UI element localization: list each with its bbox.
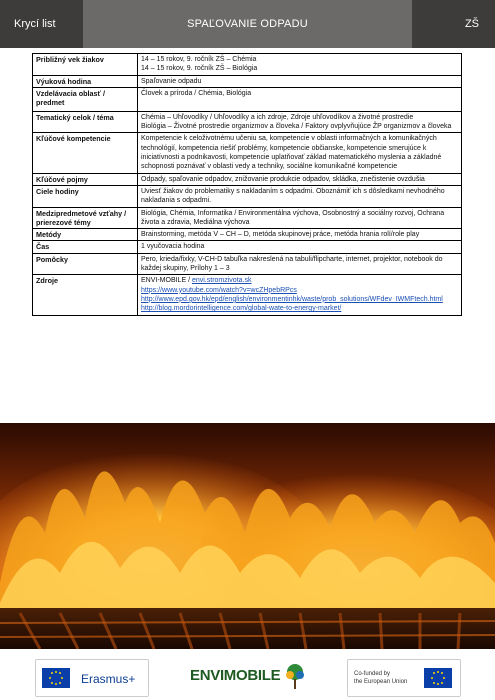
table-row — [33, 229, 462, 241]
source-link[interactable]: http://www.epd.gov.hk/epd/english/environmentinhk/waste/prob_solutions/WFdev_IWMFtech.html — [141, 295, 443, 303]
row-key: Ciele hodiny — [33, 185, 138, 207]
footer-logos — [0, 655, 495, 700]
row-value: Odpady, spaľovanie odpadov, znižovanie produkcie odpadov, skládka, znečistenie ovzdušia — [138, 173, 462, 185]
cofunded-eu-logo — [347, 659, 461, 697]
eu-flag-icon — [424, 668, 452, 688]
table-row — [33, 241, 462, 253]
table-row — [33, 253, 462, 275]
row-key: Medzipredmetové vzťahy / prierezové témy — [33, 207, 138, 229]
row-key: Tematický celok / téma — [33, 111, 138, 133]
table-row — [33, 185, 462, 207]
table-row — [33, 75, 462, 87]
row-key: Zdroje — [33, 275, 138, 315]
row-key: Kľúčové pojmy — [33, 173, 138, 185]
source-link[interactable]: https://www.youtube.com/watch?v=wcZHpebRPcs — [141, 286, 297, 294]
envimobile-logo — [186, 659, 308, 695]
fire-photo — [0, 423, 495, 649]
source-text: ENVI-MOBILE / — [141, 277, 192, 285]
row-key: Vzdelávacia oblasť / predmet — [33, 87, 138, 111]
document-title: SPAĽOVANIE ODPADU — [83, 0, 412, 48]
row-key: Kľúčové kompetencie — [33, 133, 138, 173]
page-header — [0, 0, 495, 48]
table-row — [33, 87, 462, 111]
row-value: Pero, krieda/fixky, V-CH-D tabuľka nakreslená na tabuli/flipcharte, internet, projektor, notebook do každej skupiny, Prílohy 1 – 3 — [138, 253, 462, 275]
row-key: Čas — [33, 241, 138, 253]
row-value: Spaľovanie odpadu — [138, 75, 462, 87]
table-row — [33, 54, 462, 76]
row-key: Metódy — [33, 229, 138, 241]
row-value: 1 vyučovacia hodina — [138, 241, 462, 253]
row-value: Brainstorming, metóda V – CH – D, metóda skupinovej práce, metóda hrania rolí/role play — [138, 229, 462, 241]
table-row — [33, 111, 462, 133]
envimobile-label: ENVIMOBILE — [190, 667, 281, 684]
table-row — [33, 133, 462, 173]
sources-list — [138, 275, 462, 315]
row-key: Približný vek žiakov — [33, 54, 138, 76]
eu-flag-icon — [42, 668, 70, 688]
row-value: 14 – 15 rokov, 9. ročník ZŠ – Chémia 14 – 15 rokov, 9. ročník ZŠ – Biológia — [138, 54, 462, 76]
tree-icon — [284, 663, 306, 691]
row-key: Výuková hodina — [33, 75, 138, 87]
row-value: Kompetencie k celoživotnému učeniu sa, kompetencie v oblasti informačných a komunikačných technológií, kompetencia riešiť problémy, kompetencie občianske, kompetencie smerujúce k iniciatívnosti a podnikavosti, kompetencie uplatňovať základ matematického myslenia a základné schopnosti poznávať v oblasti vedy a techniky, sociálne komunikačné kompetencie — [138, 133, 462, 173]
table-row — [33, 275, 462, 315]
erasmus-logo — [35, 659, 149, 697]
source-link[interactable]: http://blog.mordorintelligence.com/global-wate-to-energy-market/ — [141, 305, 342, 313]
table-row — [33, 173, 462, 185]
lesson-info-table — [32, 53, 462, 316]
erasmus-label: Erasmus+ — [81, 672, 136, 686]
row-key: Pomôcky — [33, 253, 138, 275]
cofunded-label: Co-funded by the European Union — [354, 671, 408, 685]
table-row — [33, 207, 462, 229]
row-value: Človek a príroda / Chémia, Biológia — [138, 87, 462, 111]
row-value: Chémia – Uhľovodíky / Uhľovodíky a ich zdroje, Zdroje uhľovodíkov a životné prostredie Biológia – Životné prostredie organizmov a človeka / Faktory ovplyvňujúce ŽP organizmov a človeka — [138, 111, 462, 133]
row-value: Biológia, Chémia, Informatika / Environmentálna výchova, Osobnostný a sociálny rozvoj, Ochrana života a zdravia, Mediálna výchova — [138, 207, 462, 229]
header-label: Krycí list — [0, 0, 83, 48]
source-link[interactable]: envi.stromzivota.sk — [191, 277, 252, 285]
row-value: Uviesť žiakov do problematiky s nakladaním s odpadmi. Oboznámiť ich s dôsledkami nevhodného nakladania s odpadmi. — [138, 185, 462, 207]
school-level: ZŠ — [412, 0, 495, 48]
